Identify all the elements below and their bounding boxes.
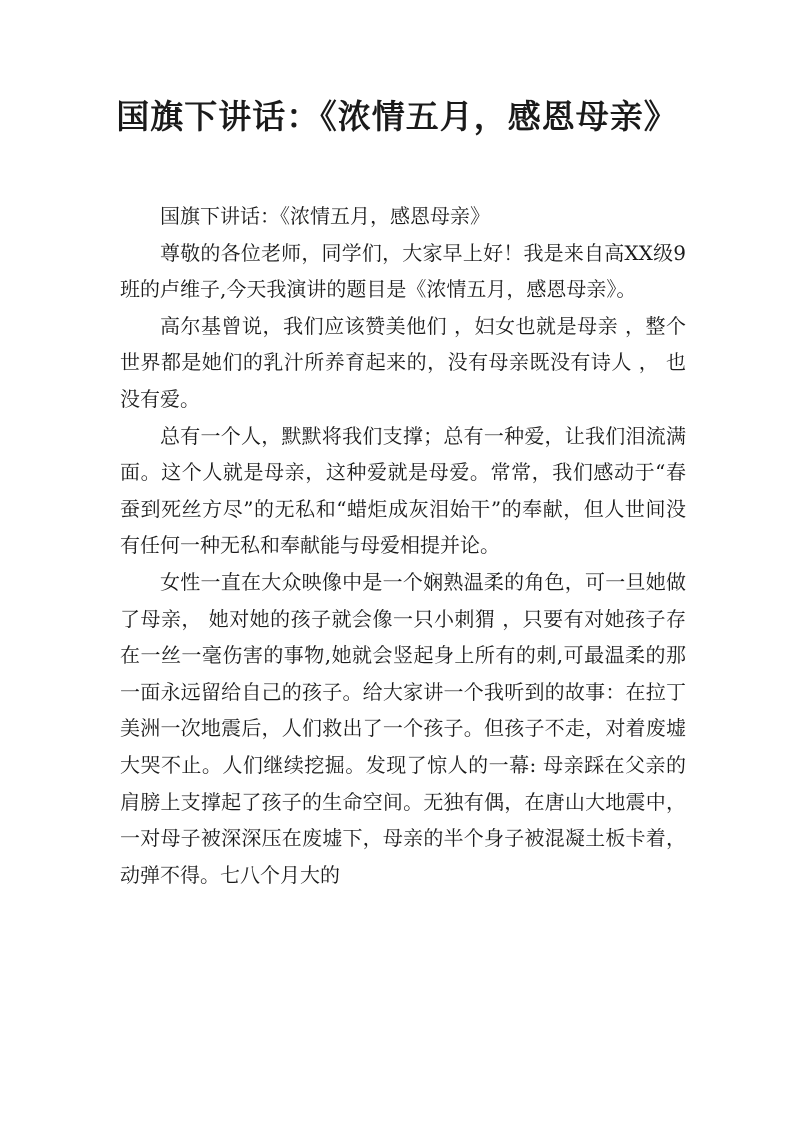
document-body xyxy=(120,198,686,893)
paragraph-greeting: 尊敬的各位老师，同学们，大家早上好！我是来自高XX级9班的卢维子,今天我演讲的题目是《浓情五月，感恩母亲》。 xyxy=(120,240,686,302)
document-title: 国旗下讲话：《浓情五月，感恩母亲》 xyxy=(116,97,678,136)
paragraph-subtitle: 国旗下讲话：《浓情五月，感恩母亲》 xyxy=(160,204,490,228)
paragraph-quote: 高尔基曾说，我们应该赞美他们 ，妇女也就是母亲 ，整个世界都是她们的乳汁所养育起来的，没有母亲既没有诗人 ， 也没有爱。 xyxy=(120,313,686,411)
paragraph-story: 女性一直在大众映像中是一个娴熟温柔的角色，可一旦她做了母亲， 她对她的孩子就会像一只小刺猬 ，只要有对她孩子存在一丝一毫伤害的事物,她就会竖起身上所有的刺,可最温柔的那一面永远留给自己的孩子。给大家讲一个我听到的故事：在拉丁美洲一次地震后，人们救出了一个孩子。但孩子不走，对着废墟大哭不止。人们继续挖掘。发现了惊人的一幕: 母亲踩在父亲的肩膀上支撑起了孩子的生命空间。无独有偶，在唐山大地震中，一对母子被深深压在废墟下，母亲的半个身子被混凝土板卡着，动弹不得。七八个月大的 xyxy=(120,569,686,887)
paragraph-mothers-love: 总有一个人，默默将我们支撑；总有一种爱，让我们泪流满面。这个人就是母亲，这种爱就是母爱。常常，我们感动于“春蚕到死丝方尽”的无私和“蜡炬成灰泪始干”的奉献，但人世间没有任何一种无私和奉献能与母爱相提并论。 xyxy=(120,423,686,558)
